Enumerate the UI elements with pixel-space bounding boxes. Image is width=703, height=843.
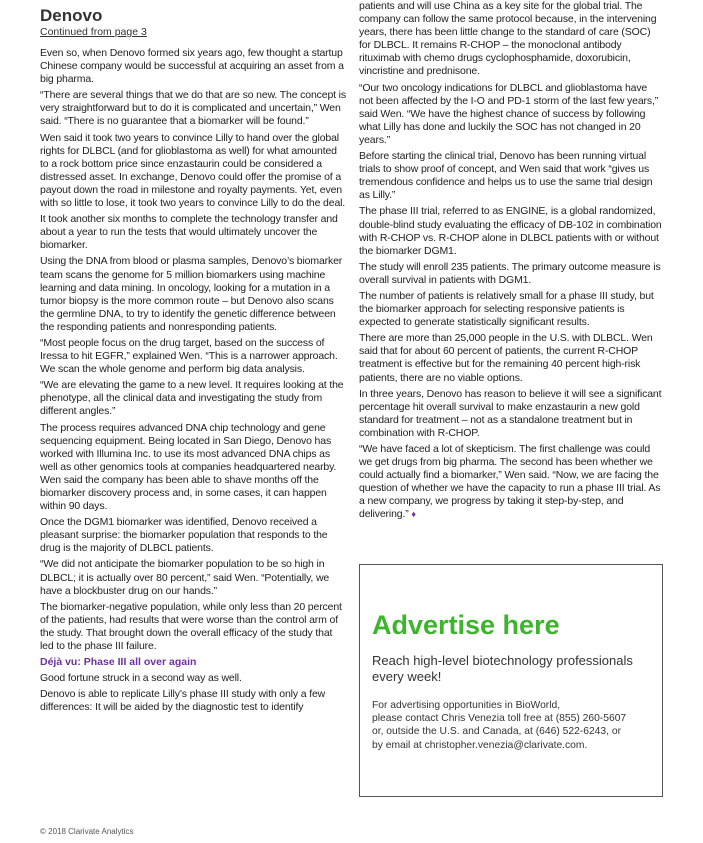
paragraph: Good fortune struck in a second way as well.	[40, 672, 242, 685]
paragraph: Using the DNA from blood or plasma samples, Denovo’s biomarker team scans the genome for 5 million biomarkers using machine learning and data mining. In oncology, looking for a mutation in a tumor biopsy is the more common route – but Denovo also scans the germline DNA, to try to identify the genetic difference between the responding patients and nonresponding patients.	[40, 255, 343, 333]
ad-contact-line: or, outside the U.S. and Canada, at (646) 522-6243, or	[372, 726, 622, 738]
ad-contact	[372, 699, 657, 752]
article-title: Denovo	[40, 6, 103, 25]
paragraph-last	[359, 443, 663, 522]
left-body-top	[40, 47, 346, 653]
paragraph: The biomarker-negative population, while only less than 20 percent of the patients, had results that were worse than the control arm of the study. That brought down the overall efficacy of the study that led to the phase III failure.	[40, 600, 342, 653]
ad-tagline: Reach high-level biotechnology professionals every week!	[372, 653, 633, 684]
paragraph: It took another six months to complete the technology transfer and about a year to run the tests that would ultimately uncover the biomarker.	[40, 213, 338, 252]
paragraph: “Our two oncology indications for DLBCL and glioblastoma have not been affected by the I-O and PD-1 storm of the last few years,” said Wen. “We have the highest chance of success by following what Lilly has done and luckily the SOC has not changed in 20 years.”	[359, 81, 659, 146]
right-column	[359, 0, 663, 525]
ad-headline: Advertise here	[372, 610, 560, 640]
paragraph: “Most people focus on the drug target, based on the success of Iressa to hit EGFR,” explained Wen. “This is a narrower approach. We scan the whole genome and perform big data analysis.	[40, 336, 338, 376]
paragraph: “There are several things that we do that are so new. The concept is very straightforward but to do it is complicated and uncertain,” Wen said. “There is no guarantee that a biomarker will be found.”	[40, 89, 346, 128]
left-column	[40, 0, 346, 717]
end-of-article-icon: ♦	[411, 509, 416, 520]
paragraph-text: “We have faced a lot of skepticism. The first challenge was could we get drugs from big pharma. The second has been whether we could actually find a biomarker,” Wen said. “Now, we are facing the question of whether we have the capacity to run a phase III trial. As a new company, we progress by taking it step-by-step, and delivering.”	[359, 443, 661, 521]
ad-contact-line: please contact Chris Venezia toll free at (855) 260-5607	[372, 713, 627, 725]
continued-link[interactable]: Continued from page 3	[40, 26, 147, 38]
paragraph: Wen said it took two years to convince Lilly to hand over the global rights for DLBCL (and for glioblastoma as well) for what amounted to a rock bottom price since enzastaurin could be considered a distressed asset. In exchange, Denovo could offer the promise of a payout down the road in milestone and royalty payments. Yet, even with so little to lose, it took two years to convince Lilly to do the deal.	[40, 131, 346, 210]
ad-contact-line: For advertising opportunities in BioWorld,	[372, 700, 561, 711]
left-body-bottom	[40, 672, 346, 714]
paragraph: The phase III trial, referred to as ENGINE, is a global randomized, double-blind study evaluating the efficacy of DB-102 in combination with R-CHOP vs. R-CHOP alone in DLBCL patients with or without the biomarker DGM1.	[359, 205, 662, 257]
paragraph: Denovo is able to replicate Lilly’s phase III study with only a few differences: It will be aided by the diagnostic test to identify	[40, 688, 326, 714]
paragraph: Once the DGM1 biomarker was identified, Denovo received a pleasant surprise: the biomarker population that responds to the drug is the majority of DLBCL patients.	[40, 516, 328, 555]
paragraph: In three years, Denovo has reason to believe it will see a significant percentage hit overall survival to make enzastaurin a new gold standard for treatment – not as a standalone treatment but in combination with R-CHOP.	[359, 387, 662, 439]
advertisement-box[interactable]	[359, 564, 663, 797]
paragraph: “We are elevating the game to a new level. It requires looking at the phenotype, all the clinical data and investigating the study from different angles.”	[40, 379, 344, 418]
ad-contact-line[interactable]: by email at christopher.venezia@clarivate.com.	[372, 739, 588, 751]
paragraph: The process requires advanced DNA chip technology and gene sequencing equipment. Being located in San Diego, Denovo has worked with Illumina Inc. to use its most advanced DNA chips as well as other genomics tools at companies headquartered nearby. Wen said the company has been able to shave months off the biomarker discovery process and, in some cases, it can happen within 90 days.	[40, 421, 337, 513]
paragraph: “We did not anticipate the biomarker population to be so high in DLBCL; it is actually over 80 percent,” said Wen. “Potentially, we have a blockbuster drug on our hands.”	[40, 558, 330, 597]
paragraph: The study will enroll 235 patients. The primary outcome measure is overall survival in patients with DGM1.	[359, 260, 661, 286]
section-subhead: Déjà vu: Phase III all over again	[40, 656, 197, 669]
paragraph: There are more than 25,000 people in the U.S. with DLBCL. Wen said that for about 60 percent of patients, the current R-CHOP treatment is effective but for the remaining 40 percent high-risk patients, there are no viable options.	[359, 332, 653, 384]
paragraph: Even so, when Denovo formed six years ago, few thought a startup Chinese company would be successful at acquiring an asset from a big pharma.	[40, 47, 344, 86]
footer-copyright: © 2018 Clarivate Analytics	[40, 827, 134, 836]
paragraph: The number of patients is relatively small for a phase III study, but the biomarker approach for selecting responsive patients is expected to generate statistically significant results.	[359, 289, 654, 329]
paragraph: Before starting the clinical trial, Denovo has been running virtual trials to show proof of concept, and Wen said that work “gives us tremendous confidence and helps us to use the same trial design as Lilly.”	[359, 150, 653, 202]
paragraph: patients and will use China as a key site for the global trial. The company can follow the same protocol because, in the intervening years, there has been little change to the standard of care (SOC) for DLBCL. It remains R-CHOP – the monoclonal antibody rituximab with chemo drugs cyclophosphamide, doxorubicin, vincristine and prednisone.	[359, 0, 657, 78]
